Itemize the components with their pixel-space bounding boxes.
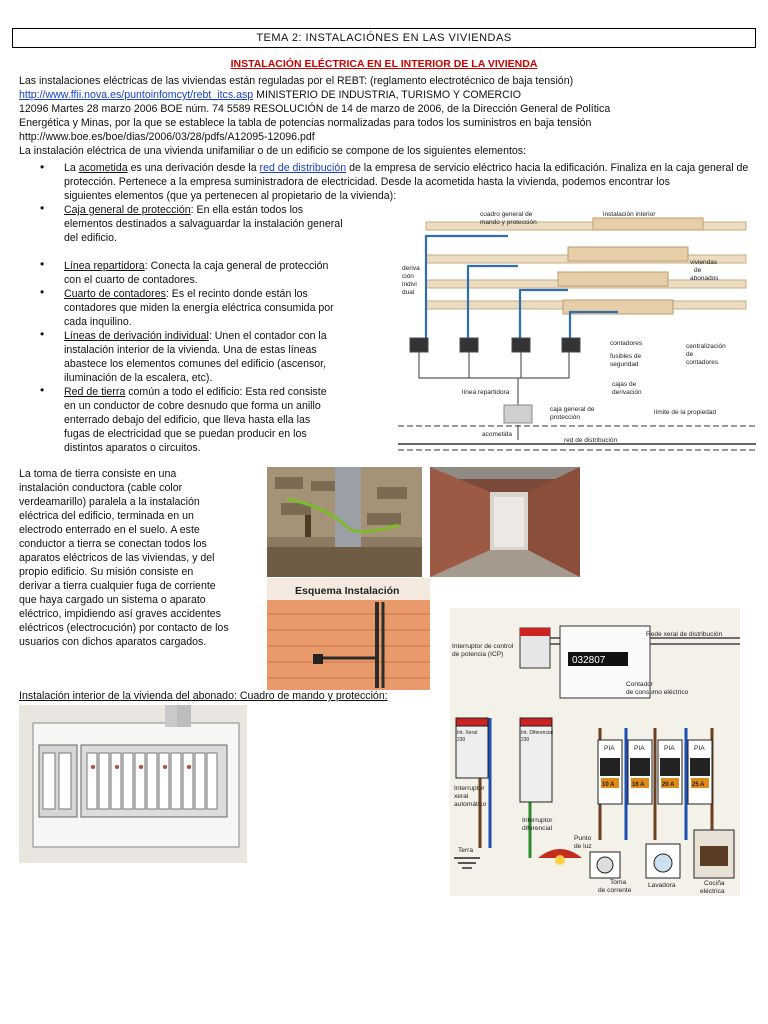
elements-list xyxy=(40,203,376,455)
diagram-label: Cociña xyxy=(704,880,725,887)
acometida-term: acometida xyxy=(78,162,128,174)
diagram-label: fusibles de xyxy=(610,353,642,360)
acometida-line-2: protección. Pertenece a la empresa suministradora de electricidad. Desde la acometida hasta la vivienda, podemos encontrar los xyxy=(64,176,670,188)
item-term: Línea repartidora xyxy=(64,260,145,272)
diagram-label: diferencial xyxy=(522,825,553,832)
pia-label: PIA xyxy=(664,745,675,752)
diagram-label: Contador xyxy=(626,681,654,688)
diagram-label: de consumo eléctrico xyxy=(626,689,689,696)
pia-label: PIA xyxy=(604,745,615,752)
diagram-label: de luz xyxy=(574,843,592,850)
amp-label: 20 A xyxy=(662,782,675,788)
diagram-label: Interruptor xyxy=(522,817,553,824)
boe-link-text: http://www.boe.es/boe/dias/2006/03/28/pdfs/A12095-12096.pdf xyxy=(19,131,315,143)
diagram-label: límite de la propiedad xyxy=(654,409,717,416)
diagram-label: Int. Diferencial xyxy=(521,730,553,736)
list-item: • Línea repartidora: Conecta la caja general de protección con el cuarto de contadores. xyxy=(40,257,329,286)
intro-line-1: Las instalaciones eléctricas de las viviendas están reguladas por el REBT: (reglamento electrotécnico de baja tensión) xyxy=(19,75,574,87)
electrical-panel-photo xyxy=(19,705,247,863)
diagram-label: Rede xeral de distribución xyxy=(646,631,723,638)
diagram-label: Interruptor xyxy=(454,785,485,792)
diagram-label: viviendas xyxy=(690,259,718,266)
red-distribucion-link[interactable]: red de distribución xyxy=(259,162,347,174)
diagram-label: eléctrica xyxy=(700,888,725,895)
diagram-label: centralización xyxy=(686,343,726,350)
item-term: Red de tierra xyxy=(64,386,126,398)
intro-line-6: La instalación eléctrica de una vivienda unifamiliar o de un edificio se compone de los siguientes elementos: xyxy=(19,145,527,157)
acometida-paragraph xyxy=(64,161,750,203)
amp-label: 25 A xyxy=(692,782,705,788)
diagram-label: 230 xyxy=(521,737,530,743)
esquema-title: Esquema Instalación xyxy=(295,585,400,597)
diagram-label: deriva xyxy=(402,265,420,272)
diagram-label: xeral xyxy=(454,793,469,800)
diagram-label: Lavadora xyxy=(648,882,676,889)
list-item: • Red de tierra común a todo el edificio: Esta red consiste en un conductor de cobre desnudo que forma un anillo enterrado debajo del edificio, que lleva hasta ella las fugas de electricidad que se puedan producir en los distintos aparatos o circuitos. xyxy=(40,383,327,454)
diagram-label: de xyxy=(694,267,702,274)
diagram-label: protección xyxy=(550,414,580,421)
acometida-line-1: La acometida es una derivación desde la red de distribución de la empresa de servicio eléctrico hacia la edificación. Finaliza en la caja general de xyxy=(64,162,749,174)
grounding-photo xyxy=(267,467,422,577)
diagram-label: línea repartidora xyxy=(462,389,510,396)
intro-line-2 xyxy=(19,88,747,102)
item-term: Caja general de protección xyxy=(64,204,191,216)
building-installation-diagram xyxy=(398,200,756,462)
diagram-label: derivación xyxy=(612,389,642,396)
diagram-label: caja general de xyxy=(550,406,595,413)
amp-label: 16 A xyxy=(632,782,645,788)
diagram-label: Toma xyxy=(610,879,627,886)
item-term: Cuarto de contadores xyxy=(64,288,166,300)
intro-line-3: 12096 Martes 28 marzo 2006 BOE núm. 74 5589 RESOLUCIÓN de 14 de marzo de 2006, de la Dirección General de Política xyxy=(19,103,611,115)
intro-line-4: Energética y Minas, por la que se establece la tabla de potencias normalizadas para todos los suministros en baja tensión xyxy=(19,117,592,129)
intro-paragraph xyxy=(19,74,747,158)
cuadro-caption: Instalación interior de la vivienda del abonado: Cuadro de mando y protección: xyxy=(19,690,388,702)
diagram-label: Terra xyxy=(458,847,474,854)
diagram-label: contadores xyxy=(610,340,643,347)
diagram-label: ción xyxy=(402,273,414,280)
diagram-label: Interruptor de control xyxy=(452,643,514,650)
diagram-label: acometida xyxy=(482,431,512,438)
cgp-box xyxy=(504,405,532,423)
meter-display: 032807 xyxy=(572,655,606,666)
rebt-link[interactable]: http://www.ffii.nova.es/puntoinfomcyt/rebt_itcs.asp xyxy=(19,89,254,101)
page-title: TEMA 2: INSTALACIÓNES EN LAS VIVIENDAS xyxy=(12,28,756,48)
pia-label: PIA xyxy=(634,745,645,752)
ministry-text: MINISTERIO DE INDUSTRIA, TURISMO Y COMERCIO xyxy=(253,89,521,101)
diagram-label: instalación interior xyxy=(603,211,656,218)
diagram-label: abonados xyxy=(690,275,719,282)
list-item: • Líneas de derivación individual: Unen el contador con la instalación interior de la vivienda. Una de estas líneas abastece los elementos comunes del edificio (ascensor, iluminación de la escalera, etc). xyxy=(40,327,327,384)
construction-corridor-photo xyxy=(430,467,580,577)
esquema-instalacion-image xyxy=(267,578,430,690)
main-switch xyxy=(456,718,488,778)
diagram-label: de corrente xyxy=(598,887,632,894)
diagram-label: 230 xyxy=(457,737,466,743)
diagram-label: dual xyxy=(402,289,415,296)
diagram-label: red de distribución xyxy=(564,437,618,444)
diagram-label: automático xyxy=(454,801,487,808)
panel-wiring-diagram xyxy=(450,608,740,896)
diagram-label: cajas de xyxy=(612,381,637,388)
diagram-label: de xyxy=(686,351,694,358)
section-title: INSTALACIÓN ELÉCTRICA EN EL INTERIOR DE LA VIVIENDA xyxy=(230,58,538,70)
pia-label: PIA xyxy=(694,745,705,752)
diagram-label: cuadro general de xyxy=(480,211,533,218)
diagram-label: indivi xyxy=(402,281,417,288)
diagram-label: Int. Xeral xyxy=(457,730,478,736)
diagram-label: seguridad xyxy=(610,361,639,368)
diagram-label: mando y protección xyxy=(480,219,537,226)
diagram-label: Punto xyxy=(574,835,592,842)
diagram-label: contadores xyxy=(686,359,719,366)
diagram-label: de potencia (ICP) xyxy=(452,651,504,658)
item-term: Líneas de derivación individual xyxy=(64,330,209,342)
acometida-line-3: siguientes elementos (que ya pertenecen al propietario de la vivienda): xyxy=(64,190,397,202)
list-item: • Caja general de protección: En ella están todos los elementos destinados a salvaguardar la instalación general del edificio. xyxy=(40,201,343,244)
list-item: • Cuarto de contadores: Es el recinto donde están los contadores que miden la energía eléctrica consumida por cada inquilino. xyxy=(40,285,334,328)
tierra-paragraph: La toma de tierra consiste en una instalación conductora (cable color verdeamarillo) paralela a la instalación eléctrica del edificio, terminada en un electrodo enterrado en el suelo. A este conductor a tierra se conectan todos los aparatos eléctricos de las viviendas, y del propio edificio. Su misión consiste en derivar a tierra cualquier fuga de corriente que haya cargado un sistema o aparato eléctrico, impidiendo así graves accidentes eléctricos (electrocución) por contacto de los usuarios con dichos aparatos cargados. xyxy=(19,468,229,648)
bullet-dot: • xyxy=(40,160,45,174)
amp-label: 10 A xyxy=(602,782,615,788)
